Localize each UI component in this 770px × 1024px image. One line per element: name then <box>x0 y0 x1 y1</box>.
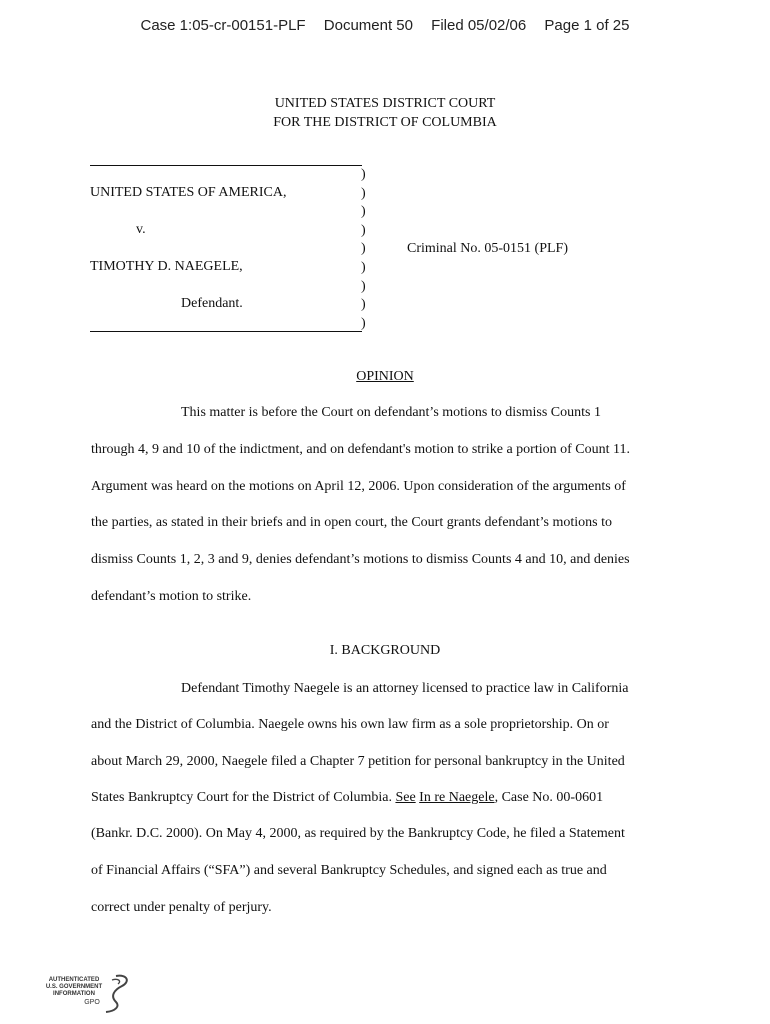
document-number: Document 50 <box>323 17 413 34</box>
caption-paren: ) <box>361 185 366 201</box>
caption-paren: ) <box>361 222 366 238</box>
court-line-1: UNITED STATES DISTRICT COURT <box>274 96 496 111</box>
eagle-swoosh-icon <box>106 976 127 1012</box>
logo-line-3: INFORMATION <box>53 991 95 997</box>
paragraph-line: and the District of Columbia. Naegele owns his own law firm as a sole proprietorship. On or <box>91 717 609 732</box>
case-number-header: Case 1:05-cr-00151-PLF <box>140 17 306 34</box>
caption-paren: ) <box>361 315 366 331</box>
case-citation: In re Naegele <box>419 790 495 805</box>
paragraph-line <box>91 790 603 806</box>
versus-label: v. <box>136 222 146 237</box>
caption-paren: ) <box>361 278 366 294</box>
section-heading: I. BACKGROUND <box>329 643 441 658</box>
gpo-authentication-logo <box>44 972 134 1014</box>
opinion-title <box>0 369 770 385</box>
logo-line-1: AUTHENTICATED <box>48 977 100 983</box>
opinion-heading: OPINION <box>356 369 414 384</box>
logo-mark: GPO <box>84 999 100 1006</box>
paragraph-line: of Financial Affairs (“SFA”) and several Bankruptcy Schedules, and signed each as true and <box>91 863 607 878</box>
logo-line-2: U.S. GOVERNMENT <box>45 984 103 990</box>
caption-paren: ) <box>361 241 366 257</box>
paragraph-line: about March 29, 2000, Naegele filed a Chapter 7 petition for personal bankruptcy in the United <box>91 754 625 769</box>
court-name <box>0 94 770 132</box>
defendant-role: Defendant. <box>181 296 243 311</box>
text-segment: States Bankruptcy Court for the District of Columbia. <box>91 790 396 805</box>
see-signal: See <box>395 790 416 805</box>
paragraph-line: Argument was heard on the motions on April 12, 2006. Upon consideration of the arguments of <box>91 479 626 494</box>
paragraph-line: This matter is before the Court on defendant’s motions to dismiss Counts 1 <box>181 405 601 420</box>
text-segment: , Case No. 00-0601 <box>494 790 604 805</box>
paragraph-line: defendant’s motion to strike. <box>91 589 252 604</box>
caption-top-rule <box>90 165 362 166</box>
caption-paren: ) <box>361 259 366 275</box>
caption-paren: ) <box>361 297 366 313</box>
paragraph-line: dismiss Counts 1, 2, 3 and 9, denies defendant’s motions to dismiss Counts 4 and 10, and denies <box>91 552 630 567</box>
paragraph-line: (Bankr. D.C. 2000). On May 4, 2000, as required by the Bankruptcy Code, he filed a Statement <box>91 826 625 841</box>
criminal-case-number: Criminal No. 05-0151 (PLF) <box>407 241 568 256</box>
court-line-2: FOR THE DISTRICT OF COLUMBIA <box>273 115 497 130</box>
page-indicator: Page 1 of 25 <box>544 17 630 34</box>
plaintiff-name: UNITED STATES OF AMERICA, <box>90 185 287 200</box>
caption-paren: ) <box>361 167 366 182</box>
filed-date: Filed 05/02/06 <box>431 17 527 34</box>
caption-paren: ) <box>361 204 366 220</box>
paragraph-line: the parties, as stated in their briefs and in open court, the Court grants defendant’s motions to <box>91 515 612 530</box>
defendant-name: TIMOTHY D. NAEGELE, <box>90 259 243 274</box>
paragraph-line: Defendant Timothy Naegele is an attorney licensed to practice law in California <box>181 681 629 696</box>
caption-parentheses <box>361 166 371 333</box>
eagle-head-icon <box>112 979 120 984</box>
caption-bottom-rule <box>90 331 362 332</box>
paragraph-line: through 4, 9 and 10 of the indictment, and on defendant's motion to strike a portion of Count 11. <box>91 442 630 457</box>
paragraph-line: correct under penalty of perjury. <box>91 900 272 915</box>
case-header <box>0 17 770 34</box>
